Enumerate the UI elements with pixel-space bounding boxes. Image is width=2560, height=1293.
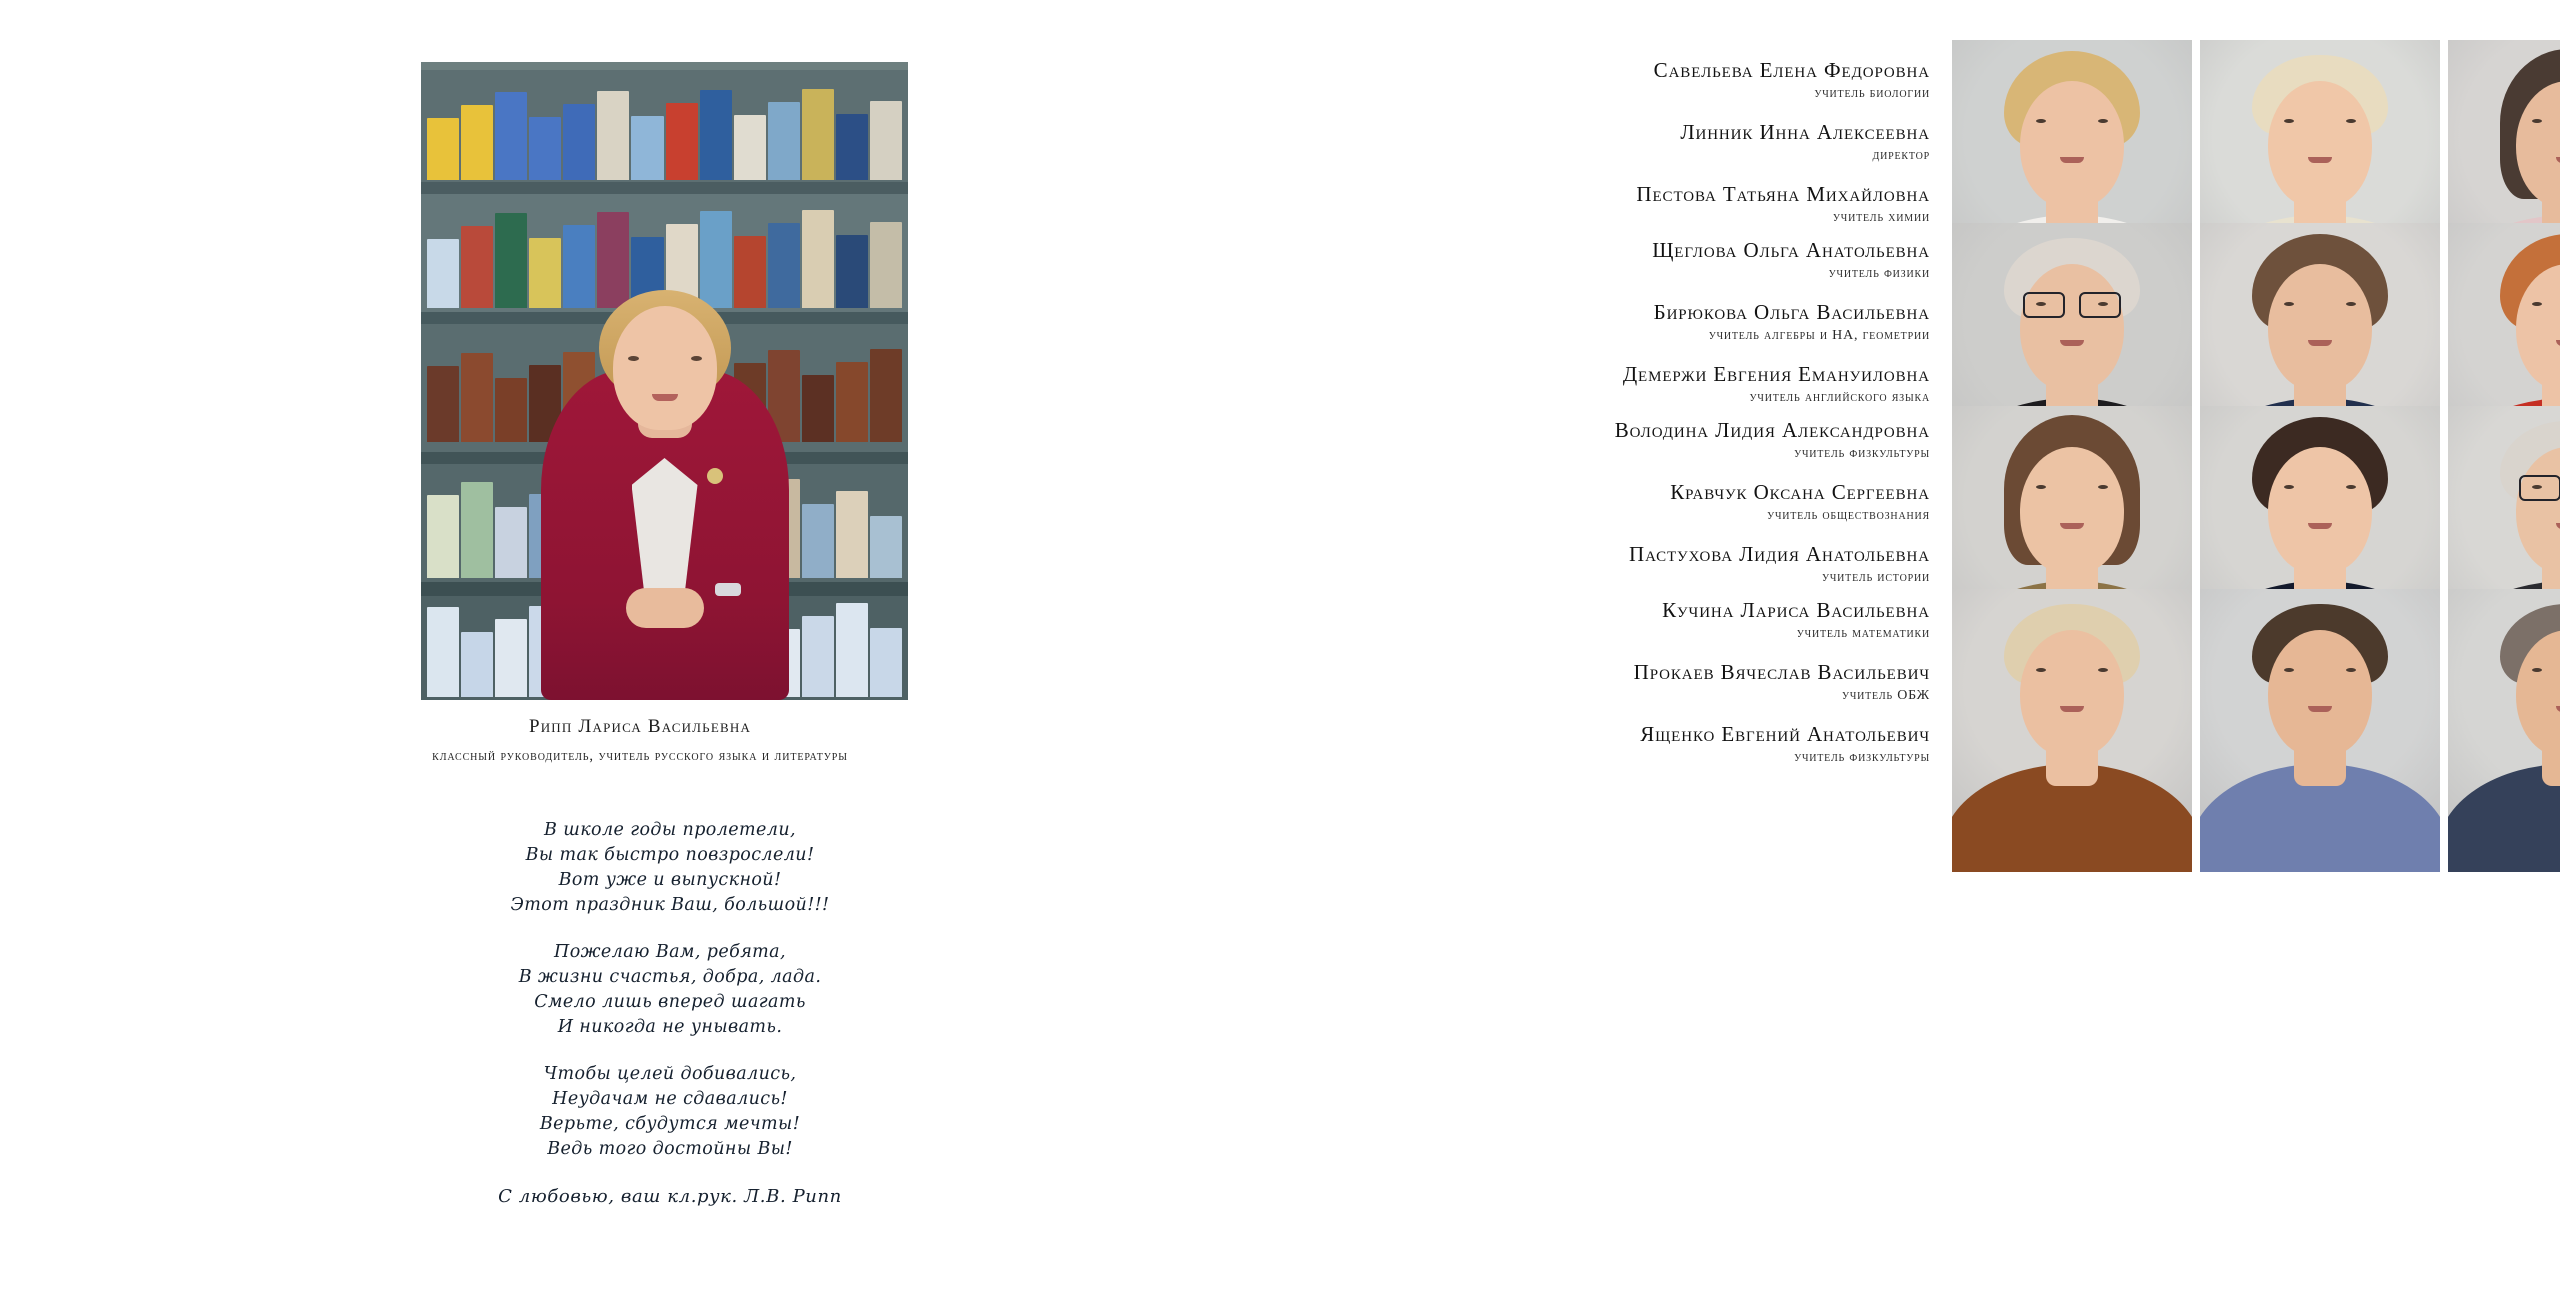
poem-line: Пожелаю Вам, ребята, xyxy=(554,942,786,962)
photo-face xyxy=(2020,630,2124,756)
photo-face xyxy=(2020,447,2124,573)
book-spine xyxy=(836,362,868,442)
teacher-name: Щеглова Ольга Анатольевна xyxy=(1652,238,1930,262)
photo-eye-right xyxy=(2098,119,2108,123)
teacher-entry xyxy=(1310,362,1930,407)
teacher-entry xyxy=(1310,120,1930,165)
book-spine xyxy=(461,105,493,180)
poem-line: Верьте, сбудутся мечты! xyxy=(539,1114,801,1134)
photo-mouth xyxy=(2308,523,2332,529)
portrait-prokaev xyxy=(2200,589,2440,872)
teacher-name: Пастухова Лидия Анатольевна xyxy=(1629,542,1930,566)
photo-mouth xyxy=(2308,706,2332,712)
book-spine xyxy=(836,114,868,180)
teacher-role: учитель математики xyxy=(1796,626,1930,641)
photo-eye-left xyxy=(2036,668,2046,672)
poem-line: Вы так быстро повзрослели! xyxy=(525,845,815,865)
poem-signature: С любовью, ваш кл.рук. Л.В. Рипп xyxy=(498,1186,842,1207)
teacher-names-column xyxy=(1310,238,1930,407)
book-spine xyxy=(563,104,595,180)
figure-eye-left xyxy=(628,356,639,361)
teacher-name: Пестова Татьяна Михайловна xyxy=(1636,182,1930,206)
photo-eye-left xyxy=(2284,119,2294,123)
book-spine xyxy=(529,117,561,180)
class-teacher-photo xyxy=(421,62,908,700)
book-spine xyxy=(666,103,698,180)
photo-eye-right xyxy=(2346,485,2356,489)
figure-wristwatch xyxy=(715,583,741,596)
book-spine xyxy=(461,632,493,697)
book-spine xyxy=(427,607,459,697)
photo-eye-left xyxy=(2532,119,2542,123)
glasses-icon xyxy=(2023,292,2121,314)
photo-face xyxy=(2268,264,2372,390)
photo-eye-left xyxy=(2036,119,2046,123)
photo-eye-right xyxy=(2346,302,2356,306)
teacher-names-column xyxy=(1310,58,1930,227)
poem-line: Ведь того достойны Вы! xyxy=(547,1139,793,1159)
photo-mouth xyxy=(2060,706,2084,712)
book-spine xyxy=(870,222,902,308)
photo-mouth xyxy=(2060,340,2084,346)
book-spine xyxy=(870,101,902,180)
portrait-kuchina xyxy=(1952,589,2192,872)
photo-eye-right xyxy=(2346,668,2356,672)
poem-line: В жизни счастья, добра, лада. xyxy=(518,967,822,987)
photo-eye-right xyxy=(2098,485,2108,489)
farewell-poem xyxy=(420,818,920,1209)
portrait-illustration xyxy=(421,62,908,700)
teacher-name: Линник Инна Алексеевна xyxy=(1680,120,1930,144)
book-spine xyxy=(427,366,459,442)
teacher-entry xyxy=(1310,418,1930,463)
photo-mouth xyxy=(2060,157,2084,163)
teacher-names-column xyxy=(1310,418,1930,587)
figure-eye-right xyxy=(691,356,702,361)
poem-stanza xyxy=(420,940,920,1040)
poem-line: Неудачам не сдавались! xyxy=(552,1089,788,1109)
teacher-entry xyxy=(1310,58,1930,103)
teacher-name: Савельева Елена Федоровна xyxy=(1653,58,1930,82)
book-spine xyxy=(427,239,459,308)
photo-eye-left xyxy=(2532,302,2542,306)
teacher-role: учитель химии xyxy=(1832,210,1930,225)
photo-eye-left xyxy=(2284,485,2294,489)
teacher-role: учитель обществознания xyxy=(1767,508,1930,523)
book-spine xyxy=(836,603,868,697)
teacher-entry xyxy=(1310,480,1930,525)
teacher-name: Володина Лидия Александровна xyxy=(1614,418,1930,442)
book-row-1 xyxy=(421,76,908,180)
photo-eye-left xyxy=(2284,668,2294,672)
portrait-yaschenko xyxy=(2448,589,2560,872)
teacher-role: директор xyxy=(1872,148,1930,163)
teacher-role: учитель истории xyxy=(1821,570,1930,585)
teacher-role: учитель английского языка xyxy=(1749,390,1930,405)
teacher-figure xyxy=(515,270,815,700)
poem-line: Чтобы целей добивались, xyxy=(543,1064,797,1084)
teacher-photo-row xyxy=(1952,589,2560,872)
class-teacher-name: Рипп Лариса Васильевна xyxy=(528,716,752,737)
poem-line: Смело лишь вперед шагать xyxy=(534,992,806,1012)
book-spine xyxy=(870,628,902,697)
photo-face xyxy=(2268,447,2372,573)
poem-line: Вот уже и выпускной! xyxy=(558,870,782,890)
teacher-entry xyxy=(1310,598,1930,643)
book-spine xyxy=(495,92,527,180)
teacher-name: Демержи Евгения Емануиловна xyxy=(1622,362,1930,386)
book-spine xyxy=(870,516,902,578)
teacher-entry xyxy=(1310,722,1930,767)
class-teacher-role: классный руководитель, учитель русского языка и литературы xyxy=(432,748,848,764)
right-page xyxy=(1280,0,2560,1293)
book-spine xyxy=(734,115,766,180)
photo-eye-left xyxy=(2284,302,2294,306)
teacher-entry xyxy=(1310,660,1930,705)
photo-mouth xyxy=(2308,157,2332,163)
book-spine xyxy=(461,226,493,308)
photo-face xyxy=(2268,630,2372,756)
teacher-role: учитель ОБЖ xyxy=(1841,688,1930,703)
book-spine xyxy=(631,116,663,180)
teacher-entry xyxy=(1310,542,1930,587)
book-spine xyxy=(836,491,868,578)
photo-eye-left xyxy=(2532,668,2542,672)
teacher-name: Прокаев Вячеслав Васильевич xyxy=(1633,660,1930,684)
book-spine xyxy=(597,91,629,180)
photo-mouth xyxy=(2308,340,2332,346)
teacher-name: Кучина Лариса Васильевна xyxy=(1662,598,1930,622)
photo-face xyxy=(2020,81,2124,207)
book-spine xyxy=(461,353,493,442)
teacher-role: учитель физики xyxy=(1828,266,1930,281)
poem-line: В школе годы пролетели, xyxy=(544,820,796,840)
glasses-icon xyxy=(2519,475,2560,497)
photo-eye-left xyxy=(2036,485,2046,489)
book-spine xyxy=(836,235,868,308)
teacher-role: учитель физкультуры xyxy=(1794,750,1930,765)
photo-mouth xyxy=(2060,523,2084,529)
teacher-entry xyxy=(1310,182,1930,227)
figure-mouth xyxy=(652,394,678,401)
photo-eye-right xyxy=(2346,119,2356,123)
figure-head xyxy=(613,306,717,430)
teacher-entry xyxy=(1310,238,1930,283)
poem-stanza xyxy=(420,818,920,918)
book-spine xyxy=(768,102,800,180)
book-spine xyxy=(427,495,459,578)
teacher-name: Кравчук Оксана Сергеевна xyxy=(1670,480,1930,504)
teacher-role: учитель биологии xyxy=(1814,86,1930,101)
photo-eye-right xyxy=(2098,668,2108,672)
poem-line: И никогда не унывать. xyxy=(557,1017,783,1037)
teacher-role: учитель алгебры и НА, геометрии xyxy=(1708,328,1930,343)
poem-stanza xyxy=(420,1062,920,1162)
figure-brooch xyxy=(707,468,723,484)
book-spine xyxy=(700,90,732,180)
book-spine xyxy=(802,89,834,180)
figure-hands xyxy=(626,588,704,628)
book-spine xyxy=(427,118,459,180)
teacher-entry xyxy=(1310,300,1930,345)
photo-face xyxy=(2268,81,2372,207)
book-spine xyxy=(870,349,902,442)
photo-face xyxy=(2020,264,2124,390)
teacher-names-column xyxy=(1310,598,1930,767)
book-spine xyxy=(461,482,493,578)
teacher-role: учитель физкультуры xyxy=(1794,446,1930,461)
poem-line: Этот праздник Ваш, большой!!! xyxy=(510,895,830,915)
teacher-name: Бирюкова Ольга Васильевна xyxy=(1653,300,1930,324)
teacher-name: Ященко Евгений Анатольевич xyxy=(1640,722,1930,746)
